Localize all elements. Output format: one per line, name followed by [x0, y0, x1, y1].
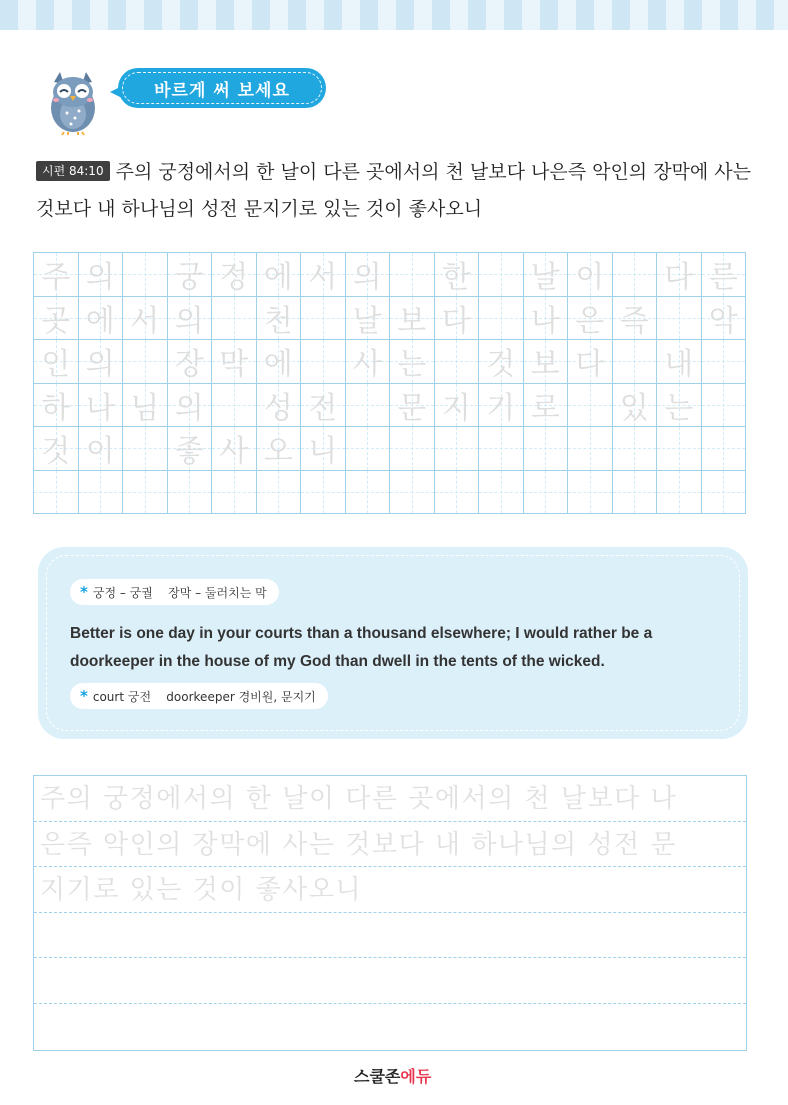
- grid-cell-char: 의: [352, 260, 382, 296]
- grid-cell-char: 의: [174, 303, 204, 339]
- asterisk-icon: *: [80, 583, 88, 601]
- grid-cell[interactable]: [34, 297, 79, 341]
- grid-cell[interactable]: [123, 384, 168, 428]
- grid-cell[interactable]: [123, 253, 168, 297]
- grid-cell-char: 는: [664, 390, 694, 426]
- grid-cell-char: 이: [85, 434, 115, 470]
- grid-cell-char: 에: [85, 303, 115, 339]
- grid-cell[interactable]: [212, 384, 257, 428]
- grid-cell-char: 나: [530, 303, 560, 339]
- grid-cell[interactable]: [168, 427, 213, 471]
- grid-cell[interactable]: [257, 253, 302, 297]
- top-stripe: [0, 0, 788, 30]
- grid-cell[interactable]: [524, 253, 569, 297]
- grid-cell[interactable]: [568, 253, 613, 297]
- grid-cell[interactable]: [657, 297, 702, 341]
- grid-cell[interactable]: [657, 384, 702, 428]
- grid-cell[interactable]: [123, 340, 168, 384]
- grid-cell-char: 막: [219, 347, 249, 383]
- asterisk-icon: *: [80, 687, 88, 705]
- grid-cell[interactable]: [346, 384, 391, 428]
- english-verse: Better is one day in your courts than a thousand elsewhere; I would rather be a doorkeeper in the house of my God than dwell in the tents of the wicked.: [70, 625, 653, 670]
- section-title-bubble: [118, 68, 326, 108]
- grid-cell[interactable]: [168, 471, 213, 515]
- grid-cell[interactable]: [435, 471, 480, 515]
- owl-icon: [40, 66, 110, 136]
- grid-cell-char: 보: [397, 303, 427, 339]
- practice-line[interactable]: [34, 958, 746, 1004]
- grid-cell[interactable]: [168, 253, 213, 297]
- grid-cell[interactable]: [435, 297, 480, 341]
- grid-cell[interactable]: [257, 384, 302, 428]
- grid-cell[interactable]: [702, 340, 747, 384]
- grid-cell[interactable]: [435, 384, 480, 428]
- grid-cell[interactable]: [568, 340, 613, 384]
- grid-cell-char: 좋: [174, 434, 204, 470]
- tracing-grid: [33, 252, 746, 514]
- grid-cell-char: 기: [486, 390, 516, 426]
- grid-cell-char: 것: [41, 434, 71, 470]
- grid-cell[interactable]: [657, 253, 702, 297]
- grid-cell-char: 서: [308, 260, 338, 296]
- grid-cell-char: 나: [85, 390, 115, 426]
- grid-cell[interactable]: [346, 340, 391, 384]
- grid-cell[interactable]: [212, 427, 257, 471]
- grid-cell[interactable]: [301, 384, 346, 428]
- grid-cell[interactable]: [346, 471, 391, 515]
- grid-cell[interactable]: [613, 384, 658, 428]
- grid-cell[interactable]: [123, 297, 168, 341]
- grid-cell[interactable]: [568, 384, 613, 428]
- grid-cell[interactable]: [657, 471, 702, 515]
- grid-cell[interactable]: [435, 427, 480, 471]
- grid-cell[interactable]: [568, 297, 613, 341]
- grid-cell[interactable]: [613, 253, 658, 297]
- grid-cell[interactable]: [168, 297, 213, 341]
- grid-cell-char: 하: [41, 390, 71, 426]
- grid-cell[interactable]: [657, 427, 702, 471]
- grid-cell-char: 의: [85, 347, 115, 383]
- grid-cell-char: 궁: [174, 260, 204, 296]
- grid-cell[interactable]: [301, 340, 346, 384]
- english-vocab-text: court 궁전 doorkeeper 경비원, 문지기: [92, 689, 316, 704]
- grid-cell[interactable]: [79, 384, 124, 428]
- grid-cell[interactable]: [212, 253, 257, 297]
- grid-cell-char: 장: [174, 347, 204, 383]
- grid-cell-char: 른: [708, 260, 738, 296]
- grid-cell[interactable]: [479, 384, 524, 428]
- grid-cell[interactable]: [79, 427, 124, 471]
- grid-cell[interactable]: [390, 471, 435, 515]
- grid-cell[interactable]: [34, 340, 79, 384]
- grid-cell[interactable]: [301, 297, 346, 341]
- korean-vocab-pill: [70, 579, 279, 605]
- grid-cell[interactable]: [168, 384, 213, 428]
- grid-cell-char: 보: [530, 347, 560, 383]
- publisher-logo: [354, 1064, 431, 1087]
- grid-cell[interactable]: [524, 471, 569, 515]
- grid-cell[interactable]: [34, 253, 79, 297]
- logo-main: 스쿨존: [354, 1067, 401, 1086]
- grid-cell[interactable]: [168, 340, 213, 384]
- grid-cell[interactable]: [568, 427, 613, 471]
- grid-cell-char: 성: [263, 390, 293, 426]
- grid-cell-char: 다: [575, 347, 605, 383]
- grid-cell-char: 전: [308, 390, 338, 426]
- grid-cell[interactable]: [657, 340, 702, 384]
- grid-cell-char: 은: [575, 303, 605, 339]
- grid-cell[interactable]: [390, 384, 435, 428]
- grid-cell[interactable]: [613, 471, 658, 515]
- grid-cell-char: 것: [486, 347, 516, 383]
- english-vocab-pill: [70, 683, 328, 709]
- practice-line[interactable]: [34, 913, 746, 959]
- grid-cell[interactable]: [79, 471, 124, 515]
- grid-cell-char: 의: [174, 390, 204, 426]
- grid-cell[interactable]: [479, 297, 524, 341]
- grid-cell-char: 주: [41, 260, 71, 296]
- grid-cell-char: 문: [397, 390, 427, 426]
- grid-cell-char: 에: [263, 260, 293, 296]
- grid-cell[interactable]: [257, 471, 302, 515]
- grid-cell[interactable]: [390, 297, 435, 341]
- grid-cell-char: 날: [352, 303, 382, 339]
- grid-cell-char: 날: [530, 260, 560, 296]
- grid-cell[interactable]: [479, 471, 524, 515]
- grid-cell[interactable]: [390, 253, 435, 297]
- grid-cell[interactable]: [435, 340, 480, 384]
- grid-cell-char: 다: [441, 303, 471, 339]
- grid-cell-char: 사: [352, 347, 382, 383]
- grid-cell-char: 는: [397, 347, 427, 383]
- grid-cell[interactable]: [613, 297, 658, 341]
- grid-cell[interactable]: [79, 340, 124, 384]
- grid-cell-char: 님: [130, 390, 160, 426]
- grid-cell[interactable]: [479, 253, 524, 297]
- grid-cell[interactable]: [702, 384, 747, 428]
- grid-cell[interactable]: [34, 471, 79, 515]
- grid-cell-char: 정: [219, 260, 249, 296]
- grid-cell[interactable]: [79, 253, 124, 297]
- grid-cell-char: 천: [263, 303, 293, 339]
- grid-cell[interactable]: [34, 427, 79, 471]
- grid-cell[interactable]: [702, 471, 747, 515]
- grid-cell-char: 악: [708, 303, 738, 339]
- grid-cell-char: 다: [664, 260, 694, 296]
- grid-cell[interactable]: [123, 427, 168, 471]
- grid-cell[interactable]: [390, 427, 435, 471]
- grid-cell-char: 에: [263, 347, 293, 383]
- grid-cell[interactable]: [702, 253, 747, 297]
- grid-cell-char: 곳: [41, 303, 71, 339]
- practice-line[interactable]: [34, 1004, 746, 1050]
- grid-cell[interactable]: [346, 253, 391, 297]
- practice-line[interactable]: 주의 궁정에서의 한 날이 다른 곳에서의 천 날보다 나: [34, 776, 746, 822]
- grid-cell-char: 오: [263, 434, 293, 470]
- grid-cell[interactable]: [123, 471, 168, 515]
- practice-line[interactable]: 은즉 악인의 장막에 사는 것보다 내 하나님의 성전 문: [34, 822, 746, 868]
- grid-cell-char: 서: [130, 303, 160, 339]
- grid-cell[interactable]: [212, 471, 257, 515]
- grid-cell[interactable]: [346, 297, 391, 341]
- grid-cell[interactable]: [524, 384, 569, 428]
- grid-cell-char: 이: [575, 260, 605, 296]
- grid-cell[interactable]: [568, 471, 613, 515]
- grid-cell[interactable]: [301, 427, 346, 471]
- grid-cell-char: 즉: [619, 303, 649, 339]
- grid-cell[interactable]: [257, 297, 302, 341]
- grid-cell[interactable]: [346, 427, 391, 471]
- grid-cell[interactable]: [524, 297, 569, 341]
- korean-vocab-text: 궁정 – 궁궐 장막 – 둘러치는 막: [92, 585, 267, 600]
- grid-cell-char: 의: [85, 260, 115, 296]
- grid-cell[interactable]: [390, 340, 435, 384]
- grid-cell[interactable]: [435, 253, 480, 297]
- grid-cell[interactable]: [212, 297, 257, 341]
- practice-lines: [33, 775, 747, 1051]
- grid-cell[interactable]: [479, 340, 524, 384]
- grid-cell-char: 지: [441, 390, 471, 426]
- grid-cell[interactable]: [613, 340, 658, 384]
- section-title: 바르게 써 보세요: [154, 80, 290, 101]
- grid-cell[interactable]: [301, 253, 346, 297]
- logo-accent: 에듀: [400, 1067, 432, 1086]
- grid-cell[interactable]: [524, 340, 569, 384]
- verse-text: 주의 궁정에서의 한 날이 다른 곳에서의 천 날보다 나은즉 악인의 장막에 사는 것보다 내 하나님의 성전 문지기로 있는 것이 좋사오니: [36, 161, 752, 220]
- verse-reference-badge: 시편 84:10: [36, 161, 110, 181]
- verse-text-block: [36, 154, 756, 228]
- grid-cell[interactable]: [301, 471, 346, 515]
- grid-cell[interactable]: [524, 427, 569, 471]
- grid-cell-char: 한: [441, 260, 471, 296]
- grid-cell-char: 인: [41, 347, 71, 383]
- grid-cell-char: 있: [619, 390, 649, 426]
- grid-cell[interactable]: [257, 427, 302, 471]
- grid-cell[interactable]: [702, 297, 747, 341]
- grid-cell[interactable]: [212, 340, 257, 384]
- grid-cell[interactable]: [613, 427, 658, 471]
- grid-cell[interactable]: [34, 384, 79, 428]
- grid-cell[interactable]: [702, 427, 747, 471]
- grid-cell-char: 사: [219, 434, 249, 470]
- grid-cell-char: 니: [308, 434, 338, 470]
- practice-line[interactable]: 지기로 있는 것이 좋사오니: [34, 867, 746, 913]
- grid-cell[interactable]: [79, 297, 124, 341]
- grid-cell-char: 내: [664, 347, 694, 383]
- grid-cell-char: 로: [530, 390, 560, 426]
- grid-cell[interactable]: [257, 340, 302, 384]
- grid-cell[interactable]: [479, 427, 524, 471]
